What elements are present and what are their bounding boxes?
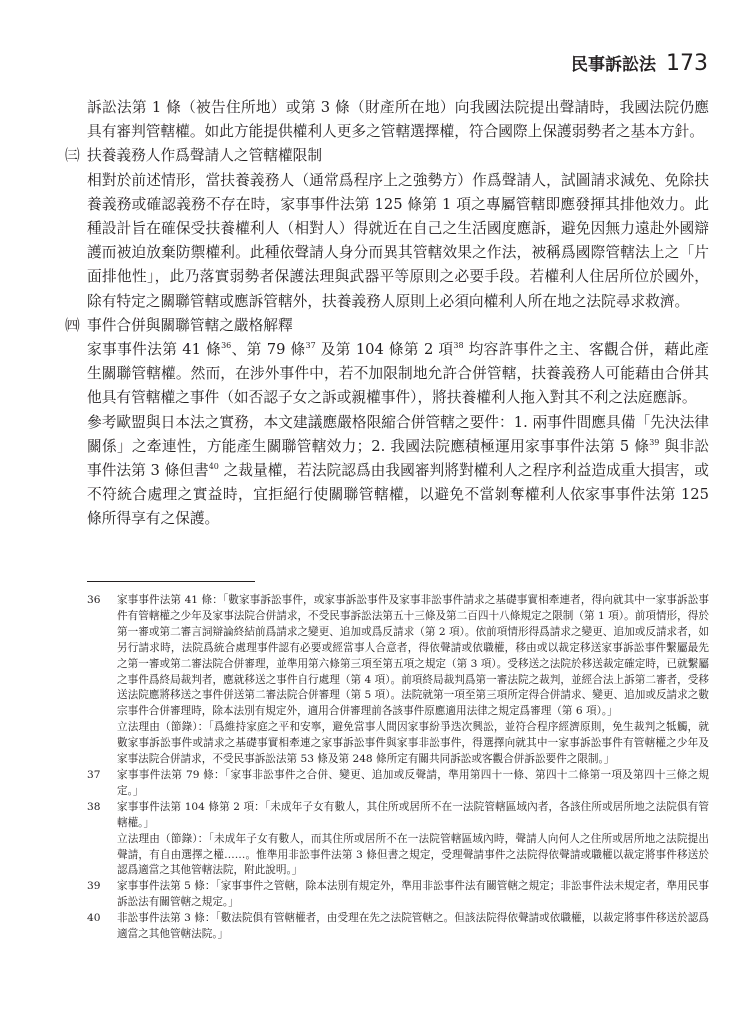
- footnote: [87, 879, 709, 911]
- section-title: 扶養義務人作爲聲請人之管轄權限制: [87, 147, 323, 165]
- footnote-line: 立法理由（節錄）：「爲維持家庭之平和安寧，避免當事人間因家事紛爭迭次興訟，並符合程序經濟原則，免生裁判之牴觸，就數家事訴訟事件或請求之基礎事實相牽連之家事訴訟事件與家事非訟事件，得選擇向就其中一家事訴訟事件有管轄權之少年及家事法院合併請求，不受民事訴訟法第 53 條及第 248 條所定有關共同訴訟或客觀合併訴訟要件之限制。」: [117, 721, 709, 766]
- footnote-text: [117, 768, 709, 800]
- footnote-number: 36: [87, 594, 101, 606]
- footnote-text: [117, 879, 709, 911]
- text-run: 均容許事件之主、客觀合併，藉此產生關聯管轄權。然而，在涉外事件中，若不加限制地允許合併管轄，扶養義務人可能藉由合併其他具有管轄權之事件（如否認子女之訴或親權事件），將扶養權利人拖入對其不利之法庭應訴。: [87, 341, 709, 407]
- running-header: [571, 50, 708, 76]
- footnote-line: 家事事件法第 41 條：「數家事訴訟事件，或家事訴訟事件及家事非訟事件請求之基礎事實相牽連者，得向就其中一家事訴訟事件有管轄權之少年及家事法院合併請求，不受民事訴訟法第五十三條及第二百四十八條規定之限制（第 1 項）。前項情形，得於第一審或第二審言詞辯論終結前爲請求之變更、追加或爲反請求（第 2 項）。依前項情形得爲請求之變更、追加或反請求者，如另行請求時，法院爲統合處理事件認有必要或經當事人合意者，得依聲請或依職權，移由或以裁定移送家事訴訟事件繫屬最先之第一審或第二審法院合併審理，並準用第六條第三項至第五項之規定（第 3 項）。受移送之法院於移送裁定確定時，已就繫屬之事件爲終局裁判者，應就移送之事件自行處理（第 4 項）。前項終局裁判爲第一審法院之裁判，並經合法上訴第二審者，受移送法院應將移送之事件併送第二審法院合併審理（第 5 項）。法院就第一項至第三項所定得合併請求、變更、追加或反請求之數宗事件合併審理時，除本法別有規定外，適用合併審理前各該事件原應適用法律之規定爲審理（第 6 項）。」: [117, 594, 709, 718]
- footnote: [87, 768, 709, 800]
- footnote-ref: 38: [453, 341, 464, 351]
- text-run: 、第 79 條: [231, 341, 306, 359]
- footnote-number: 39: [87, 880, 101, 893]
- footnote-ref: 37: [305, 341, 316, 351]
- text-run: 之裁量權，若法院認爲由我國審判將對權利人之程序利益造成重大損害，或不符統合處理之實益時，宜拒絕行使關聯管轄權，以避免不當剝奪權利人依家事事件法第 125 條所得享有之保護。: [87, 462, 709, 528]
- main-text: [65, 96, 709, 532]
- footnote: [87, 593, 709, 768]
- section-title: 事件合併與關聯管轄之嚴格解釋: [87, 316, 293, 334]
- footnote-number: 40: [87, 912, 101, 925]
- text-run: 及第 104 條第 2 項: [315, 341, 454, 359]
- footnote-text: [117, 593, 709, 768]
- footnote-line: 家事事件法第 79 條：「家事非訟事件之合併、變更、追加或反聲請，準用第四十一條、第四十二條第一項及第四十三條之規定。」: [117, 768, 709, 797]
- footnote-ref: 39: [649, 437, 660, 447]
- section-4-paragraph-2: [87, 411, 709, 532]
- chapter-title: 民事訴訟法: [571, 55, 656, 75]
- text-run: 家事事件法第 41 條: [87, 341, 222, 359]
- footnote-ref: 36: [221, 341, 232, 351]
- footnote-text: [117, 800, 709, 880]
- footnote: [87, 911, 709, 943]
- section-marker: ㈢: [65, 147, 80, 165]
- text-run: 與非訟事件法第 3 條但書: [87, 437, 709, 480]
- section-marker: ㈣: [65, 316, 80, 334]
- section-3-paragraph: 相對於前述情形，當扶養義務人（通常爲程序上之強勢方）作爲聲請人，試圖請求減免、免除扶養義務或確認義務不存在時，家事事件法第 125 條第 1 項之專屬管轄即應發揮其排他效力。此種設計旨在確保受扶養權利人（相對人）得就近在自己之生活國度應訴，避免因無力遠赴外國辯護而被迫放棄防禦權利。此種依聲請人身分而異其管轄效果之作法，被稱爲國際管轄法上之「片面排他性」，此乃落實弱勢者保護法理與武器平等原則之必要手段。若權利人住居所位於國外，除有特定之關聯管轄或應訴管轄外，扶養義務人原則上必須向權利人所在地之法院尋求救濟。: [87, 171, 709, 310]
- page-number: 173: [666, 51, 708, 76]
- footnote-number: 38: [87, 800, 101, 813]
- section-4-heading: [65, 314, 709, 338]
- footnote-line: 家事事件法第 5 條：「家事事件之管轄，除本法別有規定外，準用非訟事件法有關管轄之規定；非訟事件法未規定者，準用民事訴訟法有關管轄之規定。」: [117, 880, 709, 909]
- footnote-ref: 40: [208, 462, 219, 472]
- footnote-line: 家事事件法第 104 條第 2 項：「未成年子女有數人，其住所或居所不在一法院管轄區域內者，各該住所或居所地之法院俱有管轄權。」: [117, 800, 709, 829]
- section-4-paragraph-1: [87, 338, 709, 411]
- footnote-line: 非訟事件法第 3 條：「數法院俱有管轄權者，由受理在先之法院管轄之。但該法院得依聲請或依職權，以裁定將事件移送於認爲適當之其他管轄法院。」: [117, 912, 709, 941]
- footnotes: [87, 593, 709, 943]
- footnote-divider: [87, 581, 255, 582]
- intro-paragraph: 訴訟法第 1 條（被告住所地）或第 3 條（財產所在地）向我國法院提出聲請時，我國法院仍應具有審判管轄權。如此方能提供權利人更多之管轄選擇權，符合國際上保護弱勢者之基本方針。: [87, 99, 709, 141]
- footnote: [87, 800, 709, 880]
- text-run: 參考歐盟與日本法之實務，本文建議應嚴格限縮合併管轄之要件：1. 兩事件間應具備「先決法律關係」之牽連性，方能產生關聯管轄效力；2. 我國法院應積極運用家事事件法第 5 條: [87, 413, 709, 455]
- footnote-text: [117, 911, 709, 943]
- section-3-heading: [65, 144, 709, 168]
- footnote-number: 37: [87, 768, 101, 781]
- footnote-line: 立法理由（節錄）：「未成年子女有數人，而其住所或居所不在一法院管轄區域內時，聲請人向何人之住所或居所地之法院提出聲請，有自由選擇之權……。惟準用非訟事件法第 3 條但書之規定，受理聲請事件之法院得依聲請或職權以裁定將事件移送於認爲適當之其他管轄法院，附此說明。」: [117, 832, 709, 877]
